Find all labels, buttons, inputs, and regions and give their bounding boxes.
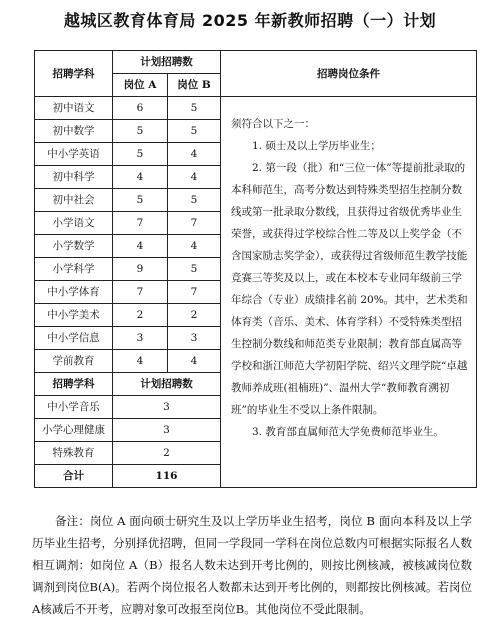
post-a-cell: 5 [113,189,168,212]
post-b-cell: 7 [168,212,221,235]
count-cell: 3 [113,419,221,442]
subject-cell: 中小学体育 [35,281,113,304]
header-post-b: 岗位 B [168,74,221,97]
subject-cell: 小学数学 [35,235,113,258]
post-a-cell: 6 [113,97,168,120]
post-b-cell: 4 [168,350,221,373]
subject-cell: 中小学音乐 [35,396,113,419]
post-b-cell: 4 [168,166,221,189]
post-b-cell: 5 [168,120,221,143]
table-row [35,97,477,120]
subject-cell: 初中语文 [35,97,113,120]
header-subject: 招聘学科 [35,51,113,97]
post-b-cell: 3 [168,327,221,350]
post-a-cell: 2 [113,304,168,327]
post-b-cell: 4 [168,143,221,166]
count-cell: 3 [113,396,221,419]
conditions-intro: 须符合以下之一： [231,118,315,130]
subject-cell: 小学科学 [35,258,113,281]
total-label: 合计 [35,465,113,488]
post-a-cell: 9 [113,258,168,281]
subheader-subject: 招聘学科 [35,373,113,396]
subheader-plan: 计划招聘数 [113,373,221,396]
subject-cell: 学前教育 [35,350,113,373]
page-title: 越城区教育体育局 2025 年新教师招聘（一）计划 [63,11,437,30]
condition-item-1: 1. 硕士及以上学历毕业生； [252,140,381,152]
subject-cell: 初中科学 [35,166,113,189]
post-b-cell: 7 [168,281,221,304]
recruitment-plan-table [34,50,477,488]
subject-cell: 特殊教育 [35,442,113,465]
count-cell: 2 [113,442,221,465]
post-a-cell: 5 [113,120,168,143]
footnote: 备注：岗位 A 面向硕士研究生及以上学历毕业生招考，岗位 B 面向本科及以上学历毕业生招考，分别择优招聘，但同一学段同一学科在岗位总数内可根据实际报名人数相互调剂：如岗位 A（B）报名人数未达到开考比例的，则按比例核减，被核减岗位数调剂到岗位B(A)。若两个岗位报名人数都未达到开考比例的，则都按比例核减。若岗位A核减后不开考，应聘对象可改报至岗位B。其他岗位不受此限制。 [32,514,472,616]
post-b-cell: 5 [168,97,221,120]
subject-cell: 中小学信息 [35,327,113,350]
post-a-cell: 4 [113,235,168,258]
post-b-cell: 5 [168,258,221,281]
subject-cell: 小学语文 [35,212,113,235]
header-post-a: 岗位 A [113,74,168,97]
subject-cell: 中小学美术 [35,304,113,327]
post-a-cell: 4 [113,350,168,373]
subject-cell: 中小学英语 [35,143,113,166]
condition-item-3: 3. 教育部直属师范大学免费师范毕业生。 [252,426,444,438]
post-b-cell: 5 [168,189,221,212]
condition-item-2: 2. 第一段（批）和“三位一体”等提前批录取的本科师范生，高考分数达到特殊类型招生控制分数线或第一批录取分数线，且获得过省级优秀毕业生荣誉，或获得过学校综合性二等及以上奖学金（不含国家励志奖学金），或获得过省级师范生教学技能竞赛三等奖及以上，或在本校本专业同年级前三学年综合（专业）成绩排名前 20%。其中，艺术类和体育类（音乐、美术、体育学科）不受特殊类型招生控制分数线和师范类专业限制；教育部直属高等学校和浙江师范大学初阳学院、绍兴文理学院“卓越教师养成班(祖楠班)”、温州大学“教师教育溯初班”的毕业生不受以上条件限制。 [231,162,468,416]
post-b-cell: 4 [168,235,221,258]
post-a-cell: 7 [113,281,168,304]
subject-cell: 小学心理健康 [35,419,113,442]
subject-cell: 初中社会 [35,189,113,212]
header-plan: 计划招聘数 [113,51,221,74]
post-a-cell: 7 [113,212,168,235]
post-a-cell: 4 [113,166,168,189]
post-a-cell: 5 [113,143,168,166]
total-value: 116 [113,465,221,488]
post-b-cell: 2 [168,304,221,327]
conditions-cell [221,97,477,488]
subject-cell: 初中数学 [35,120,113,143]
post-a-cell: 3 [113,327,168,350]
header-conditions: 招聘岗位条件 [221,51,477,97]
